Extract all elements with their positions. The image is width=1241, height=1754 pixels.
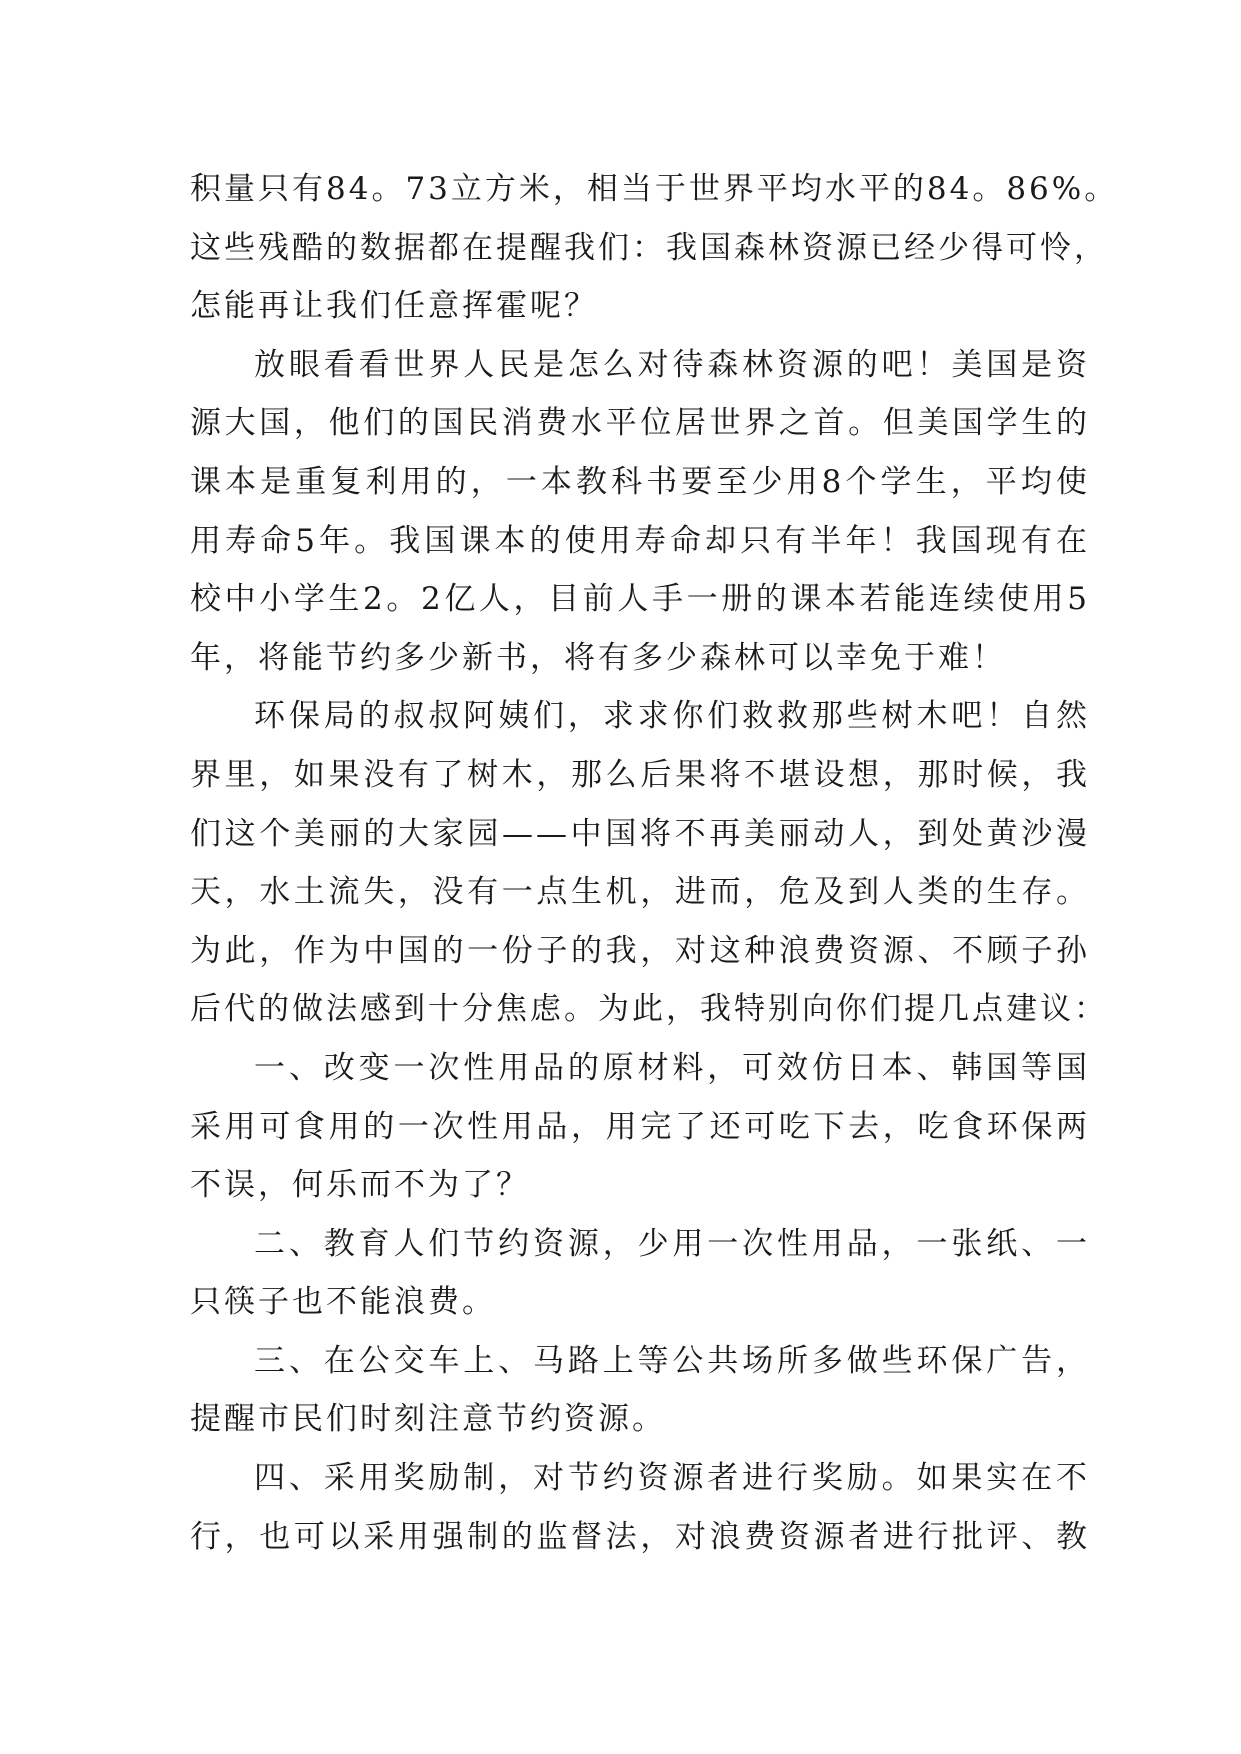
- text-line: 一、改变一次性用品的原材料，可效仿日本、韩国等国: [254, 1049, 1090, 1086]
- text-line: 积量只有84。73立方米，相当于世界平均水平的84。86%。: [190, 171, 1119, 207]
- text-line: 用寿命5年。我国课本的使用寿命却只有半年！我国现有在: [190, 522, 1090, 559]
- document-body: [190, 160, 1119, 1566]
- text-line: 四、采用奖励制，对节约资源者进行奖励。如果实在不: [254, 1460, 1090, 1497]
- text-line: 后代的做法感到十分焦虑。为此，我特别向你们提几点建议：: [190, 991, 1108, 1028]
- text-line: 二、教育人们节约资源，少用一次性用品，一张纸、一: [254, 1225, 1090, 1262]
- text-line: 们这个美丽的大家园——中国将不再美丽动人，到处黄沙漫: [190, 815, 1090, 852]
- text-line: 怎能再让我们任意挥霍呢？: [190, 288, 598, 325]
- text-line: 环保局的叔叔阿姨们，求求你们救救那些树木吧！自然: [254, 698, 1090, 735]
- text-line: 源大国，他们的国民消费水平位居世界之首。但美国学生的: [190, 405, 1090, 442]
- text-line: 放眼看看世界人民是怎么对待森林资源的吧！美国是资: [254, 346, 1090, 383]
- text-line: 三、在公交车上、马路上等公共场所多做些环保广告，: [254, 1342, 1090, 1379]
- text-line: 不误，何乐而不为了？: [190, 1167, 530, 1204]
- text-line: 这些残酷的数据都在提醒我们：我国森林资源已经少得可怜，: [190, 229, 1108, 266]
- text-line: 采用可食用的一次性用品，用完了还可吃下去，吃食环保两: [190, 1108, 1090, 1145]
- text-line: 只筷子也不能浪费。: [190, 1284, 496, 1321]
- text-line: 界里，如果没有了树木，那么后果将不堪设想，那时候，我: [190, 756, 1090, 793]
- text-line: 提醒市民们时刻注意节约资源。: [190, 1401, 666, 1438]
- text-line: 课本是重复利用的，一本教科书要至少用8个学生，平均使: [190, 463, 1090, 500]
- text-line: 校中小学生2。2亿人，目前人手一册的课本若能连续使用5: [190, 581, 1090, 618]
- text-line: 年，将能节约多少新书，将有多少森林可以幸免于难！: [190, 639, 1006, 676]
- text-line: 为此，作为中国的一份子的我，对这种浪费资源、不顾子孙: [190, 932, 1090, 969]
- text-line: 天，水土流失，没有一点生机，进而，危及到人类的生存。: [190, 874, 1090, 911]
- text-line: 行，也可以采用强制的监督法，对浪费资源者进行批评、教: [190, 1518, 1090, 1555]
